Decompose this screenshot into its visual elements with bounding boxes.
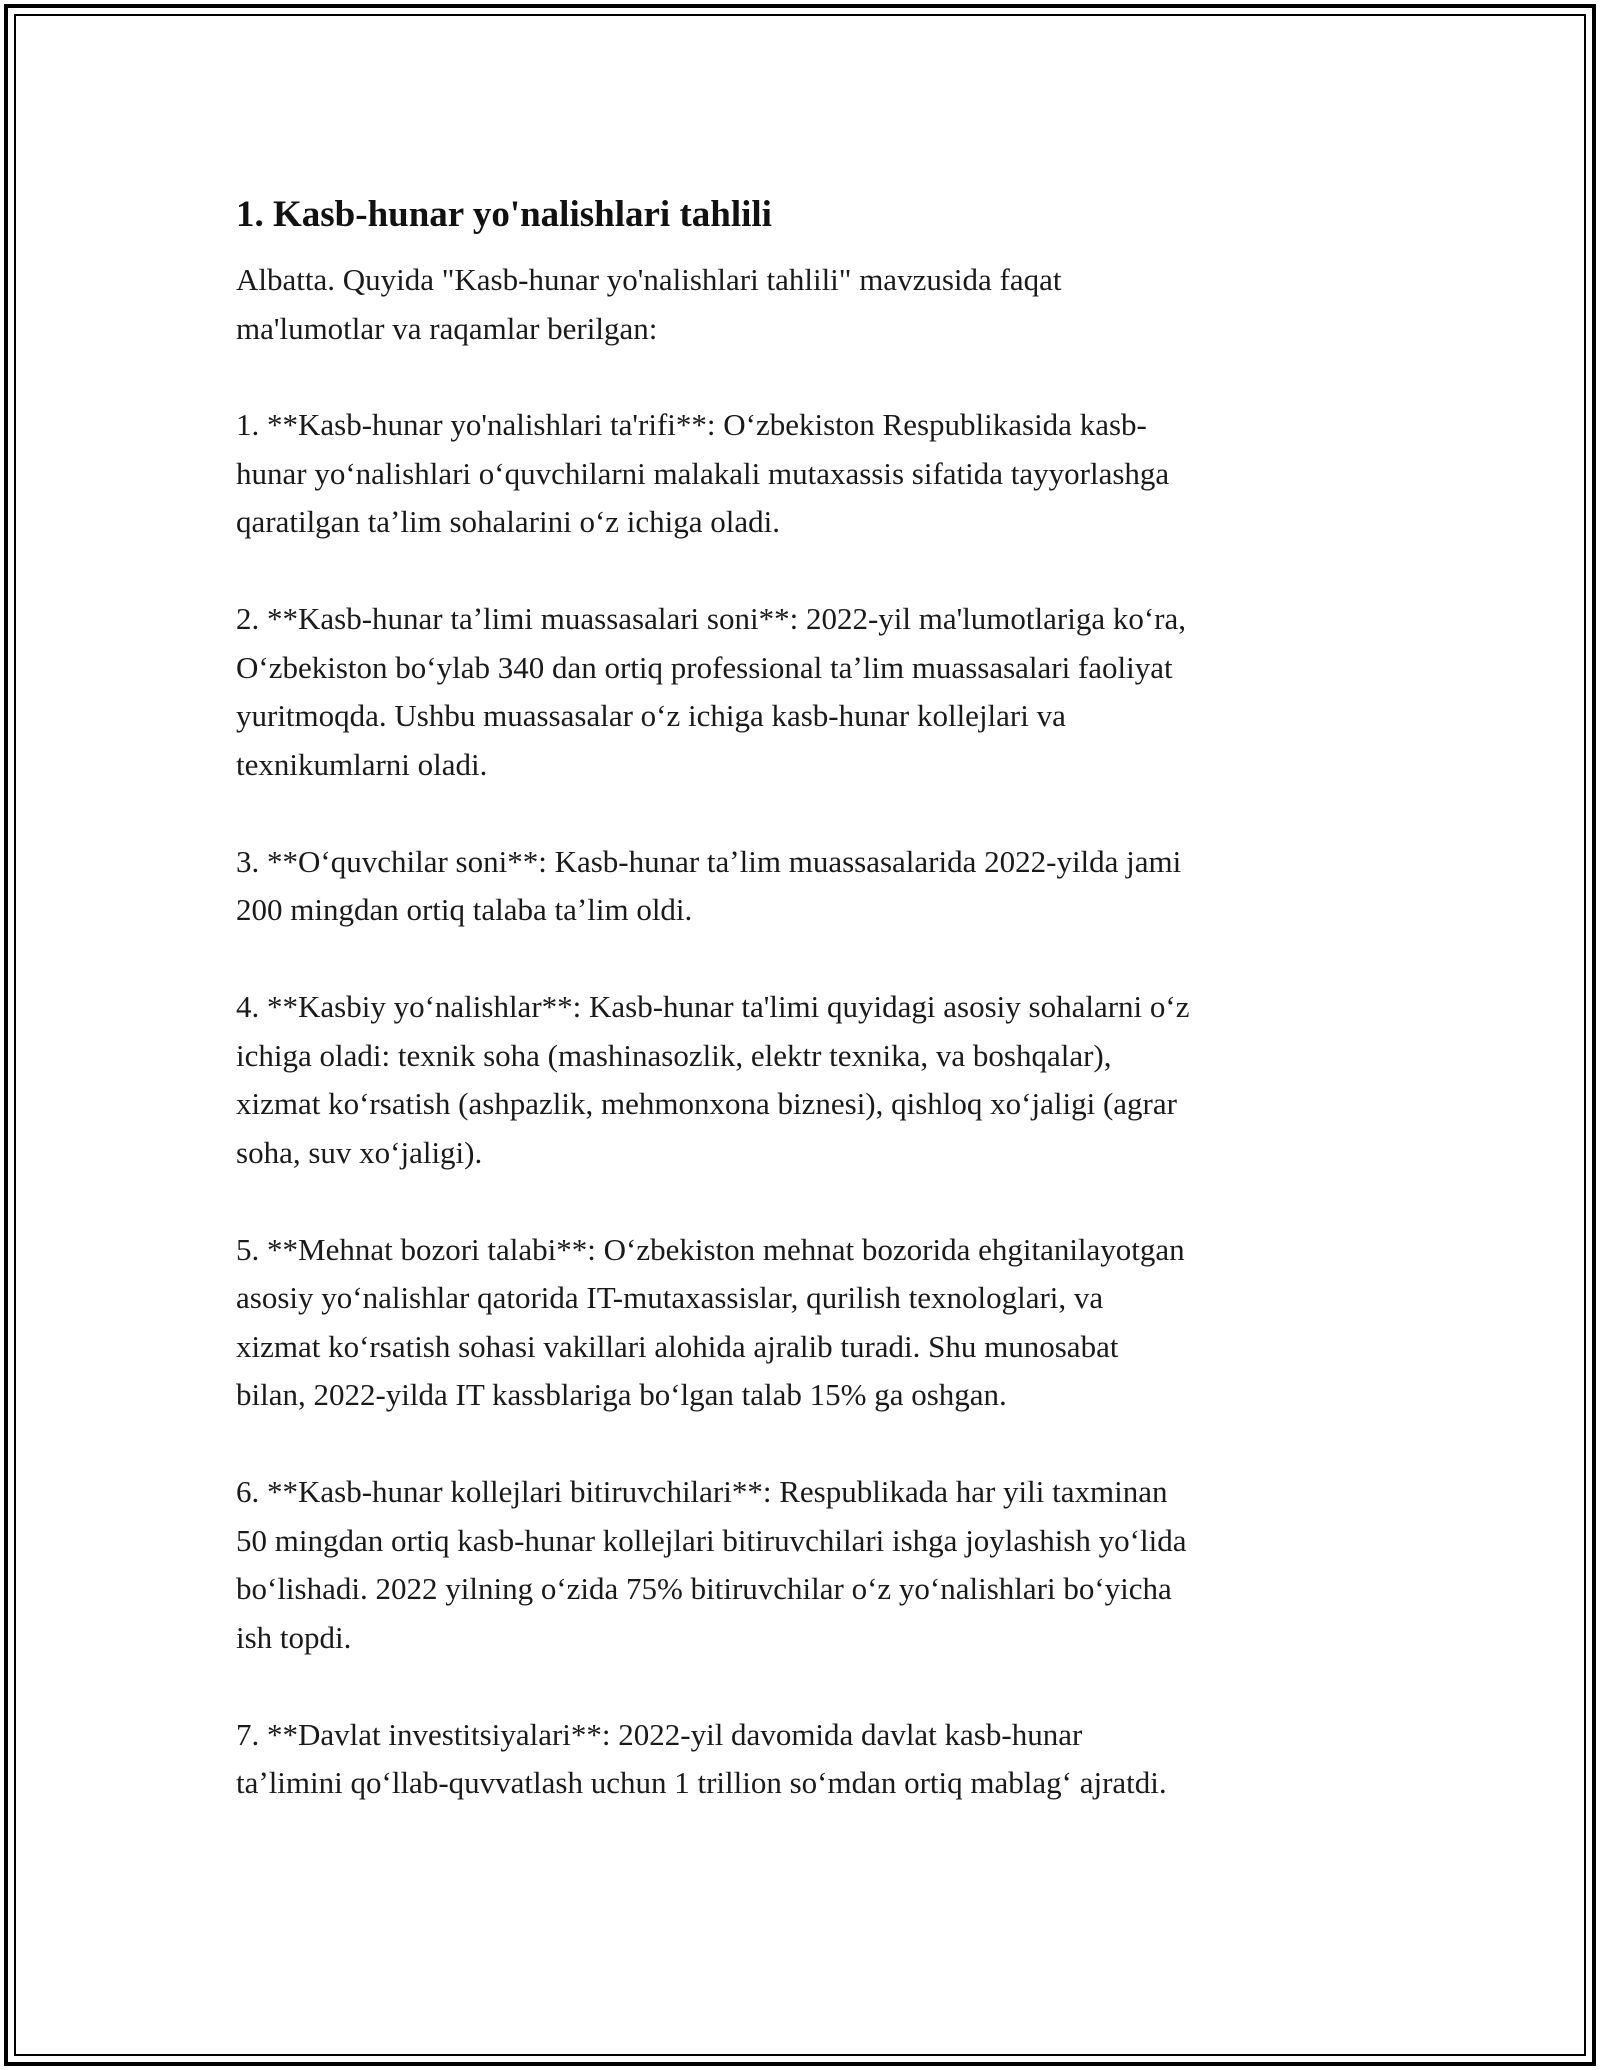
list-item: 1. **Kasb-hunar yo'nalishlari ta'rifi**: Oʻzbekiston Respublikasida kasb- hunar yoʻnalishlari oʻquvchilarni malakali mutaxassis sifatida tayyorlashga qaratilgan taʼlim sohalarini oʻz ichiga oladi. (236, 407, 1170, 539)
page-title: 1. Kasb-hunar yo'nalishlari tahlili (236, 194, 772, 235)
intro-paragraph: Albatta. Quyida "Kasb-hunar yo'nalishlari tahlili" mavzusida faqat ma'lumotlar va raqamlar berilgan: (236, 262, 1062, 346)
list-item: 5. **Mehnat bozori talabi**: Oʻzbekiston mehnat bozorida ehgitanilayotgan asosiy yoʻnalishlar qatorida IT-mutaxassislar, qurilish texnologlari, va xizmat koʻrsatish sohasi vakillari alohida ajralib turadi. Shu munosabat bilan, 2022-yilda IT kassblariga boʻlgan talab 15% ga oshgan. (236, 1231, 1185, 1412)
facts-list (236, 401, 1376, 1808)
list-item: 7. **Davlat investitsiyalari**: 2022-yil davomida davlat kasb-hunar taʼlimini qoʻllab-quvvatlash uchun 1 trillion soʻmdan ortiq mablagʻ ajratdi. (236, 1716, 1167, 1800)
list-item: 2. **Kasb-hunar taʼlimi muassasalari soni**: 2022-yil ma'lumotlariga koʻra, Oʻzbekiston boʻylab 340 dan ortiq professional taʼlim muassasalari faoliyat yuritmoqda. Ushbu muassasalar oʻz ichiga kasb-hunar kollejlari va texnikumlarni oladi. (236, 601, 1187, 782)
list-item: 3. **Oʻquvchilar soni**: Kasb-hunar taʼlim muassasalarida 2022-yilda jami 200 mingdan ortiq talaba taʼlim oldi. (236, 843, 1182, 927)
list-item: 6. **Kasb-hunar kollejlari bitiruvchilari**: Respublikada har yili taxminan 50 mingdan ortiq kasb-hunar kollejlari bitiruvchilari ishga joylashish yoʻlida boʻlishadi. 2022 yilning oʻzida 75% bitiruvchilar oʻz yoʻnalishlari boʻyicha ish topdi. (236, 1474, 1187, 1655)
list-item: 4. **Kasbiy yoʻnalishlar**: Kasb-hunar ta'limi quyidagi asosiy sohalarni oʻz ichiga oladi: texnik soha (mashinasozlik, elektr texnika, va boshqalar), xizmat koʻrsatish (ashpazlik, mehmonxona biznesi), qishloq xoʻjaligi (agrar soha, suv xoʻjaligi). (236, 989, 1190, 1170)
document-body (236, 188, 1376, 1856)
